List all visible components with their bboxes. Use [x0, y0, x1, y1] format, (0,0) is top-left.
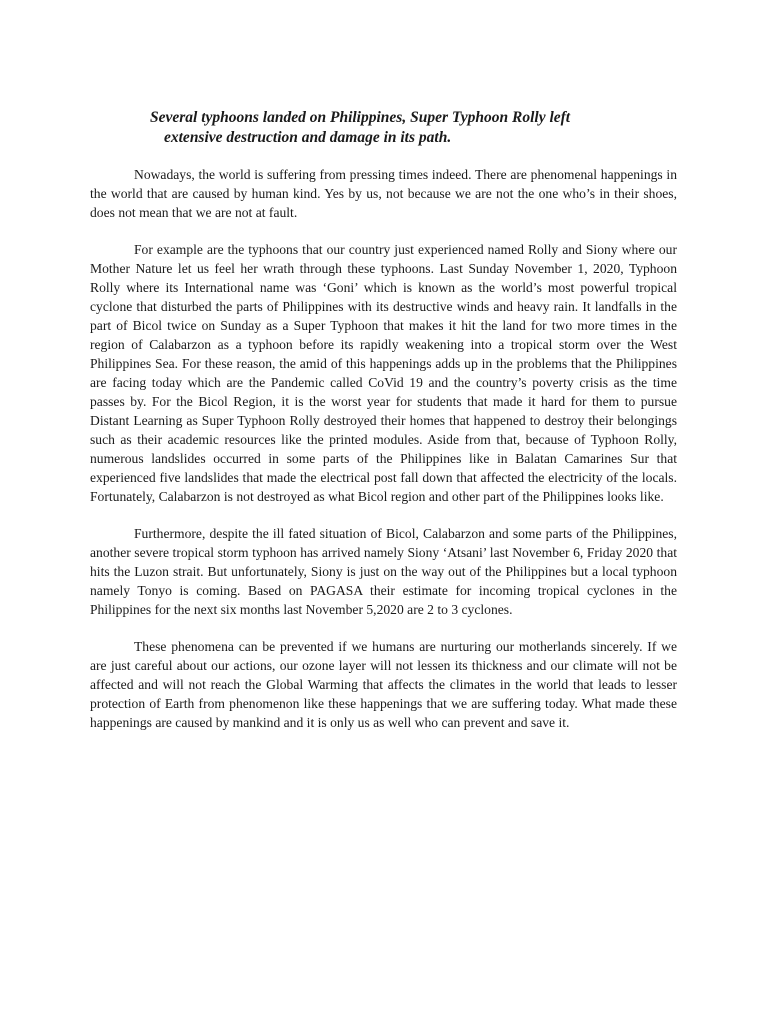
- document-title: [150, 108, 670, 148]
- title-line-1: Several typhoons landed on Philippines, Super Typhoon Rolly left: [150, 109, 571, 126]
- document-body: [90, 165, 677, 750]
- paragraph-conclusion: These phenomena can be prevented if we humans are nurturing our motherlands sincerely. If we are just careful about our actions, our ozone layer will not lessen its thickness and our climate will not be affected and will not reach the Global Warming that affects the climates in the world that leads to lesser protection of Earth from phenomenon like these happenings that we are suffering today. What made these happenings are caused by mankind and it is only us as well who can prevent and save it.: [90, 639, 677, 730]
- paragraph-typhoon-siony: Furthermore, despite the ill fated situation of Bicol, Calabarzon and some parts of the Philippines, another severe tropical storm typhoon has arrived namely Siony ‘Atsani’ last November 6, Friday 2020 that hits the Luzon strait. But unfortunately, Siony is just on the way out of the Philippines but a local typhoon namely Tonyo is coming. Based on PAGASA their estimate for incoming tropical cyclones in the Philippines for the next six months last November 5,2020 are 2 to 3 cyclones.: [90, 526, 677, 617]
- paragraph-intro: Nowadays, the world is suffering from pressing times indeed. There are phenomenal happenings in the world that are caused by human kind. Yes by us, not because we are not the one who’s in their shoes, does not mean that we are not at fault.: [90, 167, 677, 220]
- title-line-2: extensive destruction and damage in its path.: [164, 129, 452, 146]
- paragraph-typhoon-rolly: For example are the typhoons that our country just experienced named Rolly and Siony where our Mother Nature let us feel her wrath through these typhoons. Last Sunday November 1, 2020, Typhoon Rolly where its International name was ‘Goni’ which is known as the world’s most powerful tropical cyclone that disturbed the parts of Philippines with its destructive winds and heavy rain. It landfalls in the part of Bicol twice on Sunday as a Super Typhoon that makes it hit the land for two more times in the region of Calabarzon as a typhoon before its rapidly weakening into a tropical storm over the West Philippines Sea. For these reason, the amid of this happenings adds up in the problems that the Philippines are facing today which are the Pandemic called CoVid 19 and the country’s poverty crisis as the time passes by. For the Bicol Region, it is the worst year for students that made it hard for them to pursue Distant Learning as Super Typhoon Rolly destroyed their homes that happened to destroy their belongings such as their academic resources like the printed modules. Aside from that, because of Typhoon Rolly, numerous landslides occurred in some parts of the Philippines like in Balatan Camarines Sur that experienced five landslides that made the electrical post fall down that affected the electricity of the locals. Fortunately, Calabarzon is not destroyed as what Bicol region and other part of the Philippines looks like.: [90, 242, 677, 504]
